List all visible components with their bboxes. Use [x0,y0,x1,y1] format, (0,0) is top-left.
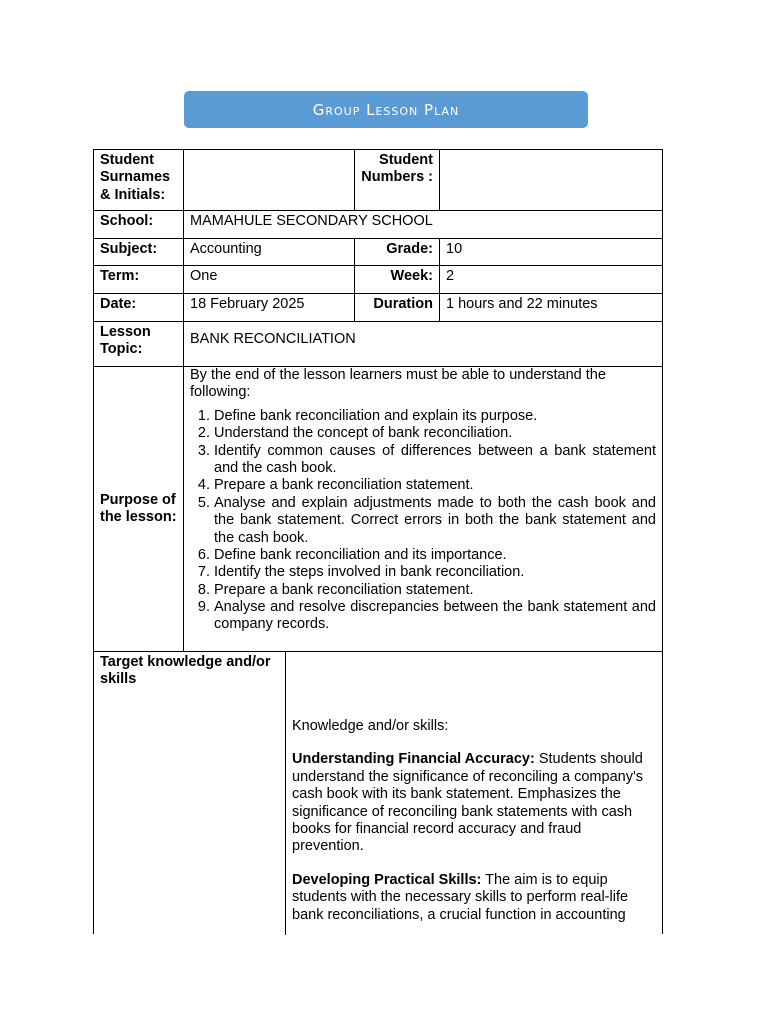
list-item: 3. Identify common causes of differences between a bank statement and the cash book. [214,443,656,478]
grade-label: Grade: [354,239,439,265]
target-p1-heading: Understanding Financial Accuracy: [292,751,535,768]
target-p1-text: Students should understand the significance of reconciling a company's cash book with its bank statement. Emphasizes the significance of reconciling bank statements with cash books for financial record accuracy and fraud prevention. [292,751,643,855]
target-paragraph-accuracy [292,751,650,855]
date-value: 18 February 2025 [183,294,354,321]
school-value: MAMAHULE SECONDARY SCHOOL [183,211,662,238]
target-label: Target knowledge and/or skills [100,654,271,688]
week-label: Week: [354,266,439,293]
list-item: 8. Prepare a bank reconciliation statement. [214,582,656,599]
list-item: 4. Prepare a bank reconciliation statement. [214,477,656,494]
page-title: Group Lesson Plan [312,100,460,119]
topic-value: BANK RECONCILIATION [183,322,662,366]
purpose-label: Purpose of the lesson: [100,491,177,525]
duration-label: Duration [354,294,439,321]
term-row [94,266,662,294]
topic-label: Lesson Topic: [100,324,151,358]
list-item: 5. Analyse and explain adjustments made to both the cash book and the bank statement. Correct errors in both the bank statement and the cash book. [214,495,656,547]
subject-value: Accounting [183,239,354,265]
week-value: 2 [439,266,662,293]
school-label: School: [100,213,154,229]
grade-value: 10 [439,239,662,265]
list-item: 6. Define bank reconciliation and its importance. [214,547,656,564]
term-value: One [183,266,354,293]
list-item: 9. Analyse and resolve discrepancies between the bank statement and company records. [214,599,656,634]
student-surnames-label: Student Surnames & Initials: [100,152,171,203]
target-row [94,652,662,935]
page-title-banner [184,91,588,128]
school-row [94,211,662,239]
purpose-content [183,367,662,651]
subject-label: Subject: [100,241,158,257]
target-p2-heading: Developing Practical Skills: [292,871,482,888]
student-surnames-value [183,150,354,210]
target-p2-text: The aim is to equip students with the necessary skills to perform real-life bank reconciliations, a crucial function in accounting [292,871,629,923]
topic-row [94,322,662,367]
target-heading: Knowledge and/or skills: [292,718,449,734]
purpose-row [94,367,662,652]
duration-value: 1 hours and 22 minutes [439,294,662,321]
list-item: 2. Understand the concept of bank reconciliation. [214,425,656,442]
date-label: Date: [100,296,137,312]
target-paragraph-skills [292,872,650,924]
student-numbers-value [439,150,662,210]
subject-row [94,239,662,266]
student-row [94,150,662,211]
target-content [285,652,662,935]
lesson-plan-table [93,149,663,934]
list-item: 7. Identify the steps involved in bank reconciliation. [214,564,656,581]
student-numbers-label: Student Numbers : [354,150,439,210]
term-label: Term: [100,268,140,284]
purpose-list [190,408,656,634]
date-row [94,294,662,322]
list-item: 1. Define bank reconciliation and explain its purpose. [214,408,656,425]
purpose-intro: By the end of the lesson learners must be able to understand the following: [190,367,606,401]
